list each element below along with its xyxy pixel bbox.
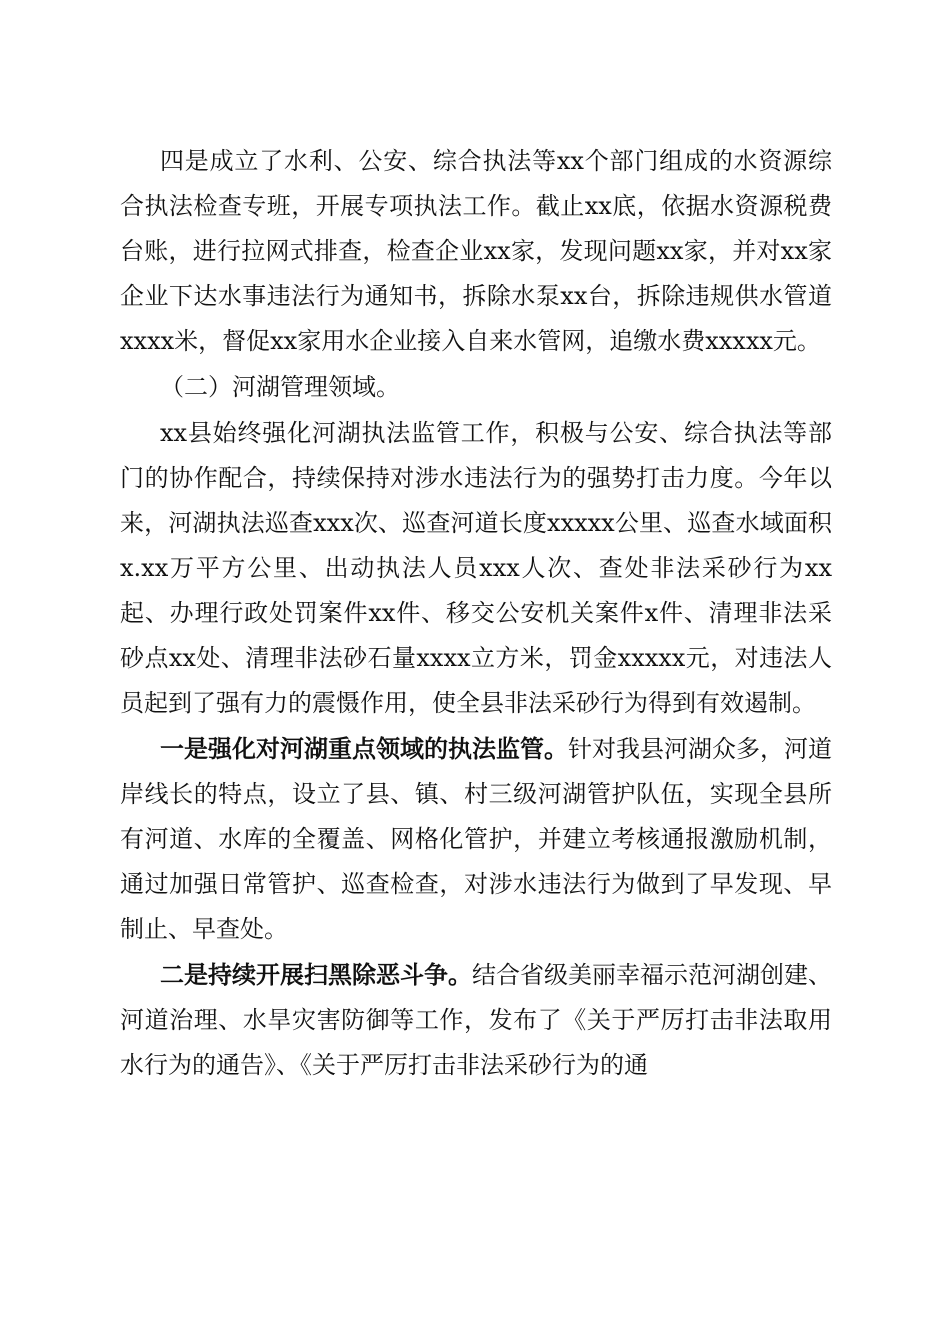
paragraph-anti-crime-campaign	[120, 952, 832, 1088]
section-heading-river-lake-management	[120, 364, 832, 410]
paragraph-text: xx县始终强化河湖执法监管工作，积极与公安、综合执法等部门的协作配合，持续保持对涉水违法行为的强势打击力度。今年以来，河湖执法巡查xxx次、巡查河道长度xxxxx公里、巡查水域面积x.xx万平方公里、出动执法人员xxx人次、查处非法采砂行为xx起、办理行政处罚案件xx件、移交公安机关案件x件、清理非法采砂点xx处、清理非法砂石量xxxx立方米，罚金xxxxx元，对违法人员起到了强有力的震慑作用，使全县非法采砂行为得到有效遏制。	[120, 419, 832, 717]
paragraph-lead: 二是持续开展扫黑除恶斗争。	[160, 960, 472, 989]
paragraph-key-area-supervision	[120, 726, 832, 952]
paragraph-lead: 一是强化对河湖重点领域的执法监管。	[160, 734, 568, 763]
document-page	[120, 138, 832, 1088]
paragraph-water-resources-enforcement	[120, 138, 832, 364]
paragraph-text: 四是成立了水利、公安、综合执法等xx个部门组成的水资源综合执法检查专班，开展专项执法工作。截止xx底，依据水资源税费台账，进行拉网式排查，检查企业xx家，发现问题xx家，并对xx家企业下达水事违法行为通知书，拆除水泵xx台，拆除违规供水管道xxxx米，督促xx家用水企业接入自来水管网，追缴水费xxxxx元。	[120, 147, 832, 355]
paragraph-text: （二）河湖管理领域。	[160, 373, 400, 401]
paragraph-text: 结合省级美丽幸福示范河湖创建、河道治理、水旱灾害防御等工作，发布了《关于严厉打击非法取用水行为的通告》、《关于严厉打击非法采砂行为的通	[120, 961, 832, 1079]
paragraph-text: 针对我县河湖众多，河道岸线长的特点，设立了县、镇、村三级河湖管护队伍，实现全县所有河道、水库的全覆盖、网格化管护，并建立考核通报激励机制，通过加强日常管护、巡查检查，对涉水违法行为做到了早发现、早制止、早查处。	[120, 735, 832, 943]
paragraph-river-lake-enforcement-summary	[120, 410, 832, 726]
